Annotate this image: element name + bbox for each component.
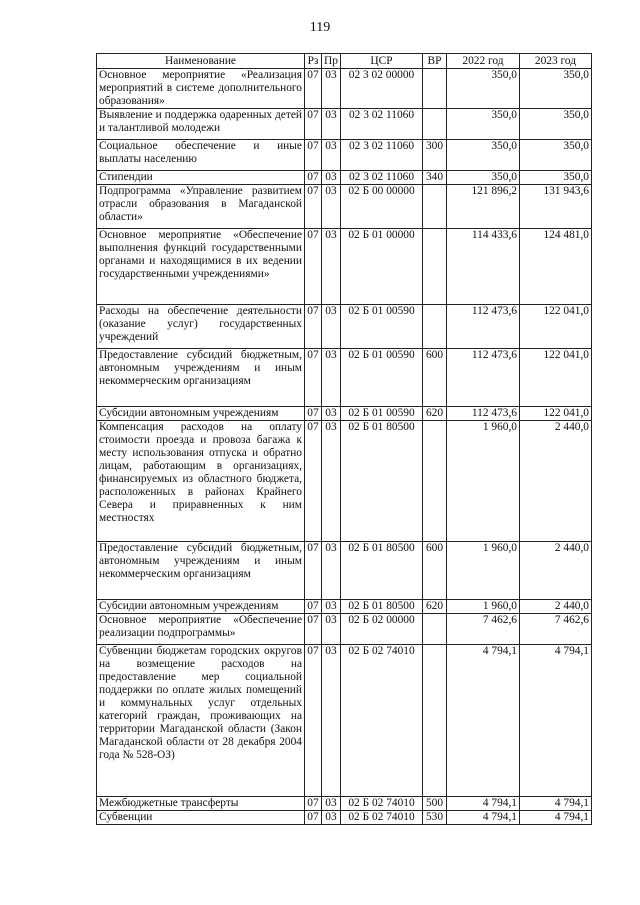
row-2022: 350,0 <box>447 171 520 185</box>
row-rz: 07 <box>305 349 322 407</box>
row-name: Основное мероприятие «Реализация мероприятий в системе дополнительного образования» <box>97 69 305 109</box>
row-name: Субвенции бюджетам городских округов на возмещение расходов на предоставление мер социальной поддержки по оплате жилых помещений и коммунальных услуг отдельных категорий граждан, проживающих на территории Магаданской области (Закон Магаданской области от 28 декабря 2004 года № 528-ОЗ) <box>97 645 305 797</box>
row-name: Основное мероприятие «Обеспечение реализации подпрограммы» <box>97 614 305 645</box>
row-vr <box>423 421 447 542</box>
row-2022: 1 960,0 <box>447 421 520 542</box>
row-rz: 07 <box>305 69 322 109</box>
row-2023: 122 041,0 <box>520 305 592 349</box>
row-2022: 7 462,6 <box>447 614 520 645</box>
table-row <box>97 811 592 825</box>
row-pr: 03 <box>322 811 341 825</box>
row-name: Межбюджетные трансферты <box>97 797 305 811</box>
row-csr: 02 Б 02 74010 <box>341 811 423 825</box>
row-csr: 02 3 02 11060 <box>341 171 423 185</box>
row-name: Субвенции <box>97 811 305 825</box>
row-2023: 2 440,0 <box>520 421 592 542</box>
row-pr: 03 <box>322 645 341 797</box>
row-2023: 350,0 <box>520 140 592 171</box>
row-vr: 300 <box>423 140 447 171</box>
row-2022: 4 794,1 <box>447 811 520 825</box>
row-rz: 07 <box>305 811 322 825</box>
row-csr: 02 3 02 00000 <box>341 69 423 109</box>
table-row <box>97 185 592 229</box>
row-csr: 02 Б 01 00000 <box>341 229 423 305</box>
row-csr: 02 Б 01 00590 <box>341 349 423 407</box>
row-vr <box>423 305 447 349</box>
budget-table <box>96 53 592 825</box>
row-rz: 07 <box>305 421 322 542</box>
row-2023: 4 794,1 <box>520 645 592 797</box>
row-rz: 07 <box>305 600 322 614</box>
row-2022: 112 473,6 <box>447 407 520 421</box>
table-row <box>97 109 592 140</box>
row-vr <box>423 109 447 140</box>
row-2022: 350,0 <box>447 69 520 109</box>
row-2023: 122 041,0 <box>520 349 592 407</box>
row-name: Основное мероприятие «Обеспечение выполнения функций государственными органами и находящимися в их ведении государственными учреждениями» <box>97 229 305 305</box>
row-vr: 600 <box>423 349 447 407</box>
row-rz: 07 <box>305 407 322 421</box>
row-2022: 114 433,6 <box>447 229 520 305</box>
table-row <box>97 171 592 185</box>
row-csr: 02 Б 01 80500 <box>341 421 423 542</box>
row-2022: 4 794,1 <box>447 797 520 811</box>
col-header-rz: Рз <box>305 54 322 69</box>
row-2023: 2 440,0 <box>520 542 592 600</box>
row-rz: 07 <box>305 229 322 305</box>
row-pr: 03 <box>322 600 341 614</box>
row-rz: 07 <box>305 797 322 811</box>
row-pr: 03 <box>322 407 341 421</box>
table-row <box>97 229 592 305</box>
table-row <box>97 69 592 109</box>
row-rz: 07 <box>305 109 322 140</box>
row-vr: 530 <box>423 811 447 825</box>
row-pr: 03 <box>322 349 341 407</box>
row-rz: 07 <box>305 140 322 171</box>
col-header-name: Наименование <box>97 54 305 69</box>
row-2023: 4 794,1 <box>520 811 592 825</box>
row-rz: 07 <box>305 614 322 645</box>
row-pr: 03 <box>322 542 341 600</box>
row-2023: 350,0 <box>520 109 592 140</box>
col-header-vr: ВР <box>423 54 447 69</box>
row-name: Подпрограмма «Управление развитием отрасли образования в Магаданской области» <box>97 185 305 229</box>
row-2022: 350,0 <box>447 109 520 140</box>
table-row <box>97 542 592 600</box>
row-csr: 02 Б 01 00590 <box>341 407 423 421</box>
table-row <box>97 305 592 349</box>
row-rz: 07 <box>305 305 322 349</box>
row-rz: 07 <box>305 171 322 185</box>
col-header-pr: Пр <box>322 54 341 69</box>
row-vr: 340 <box>423 171 447 185</box>
table-row <box>97 600 592 614</box>
row-2023: 122 041,0 <box>520 407 592 421</box>
table-row <box>97 797 592 811</box>
col-header-csr: ЦСР <box>341 54 423 69</box>
table-row <box>97 349 592 407</box>
row-2022: 4 794,1 <box>447 645 520 797</box>
table-row <box>97 407 592 421</box>
table-row <box>97 421 592 542</box>
row-name: Расходы на обеспечение деятельности (оказание услуг) государственных учреждений <box>97 305 305 349</box>
row-2022: 1 960,0 <box>447 600 520 614</box>
row-pr: 03 <box>322 305 341 349</box>
row-csr: 02 Б 00 00000 <box>341 185 423 229</box>
row-2023: 350,0 <box>520 171 592 185</box>
row-csr: 02 Б 01 00590 <box>341 305 423 349</box>
col-header-2023: 2023 год <box>520 54 592 69</box>
row-2023: 7 462,6 <box>520 614 592 645</box>
row-vr <box>423 185 447 229</box>
row-2022: 350,0 <box>447 140 520 171</box>
row-name: Стипендии <box>97 171 305 185</box>
row-vr <box>423 645 447 797</box>
row-vr <box>423 69 447 109</box>
row-rz: 07 <box>305 542 322 600</box>
row-vr: 620 <box>423 600 447 614</box>
row-pr: 03 <box>322 421 341 542</box>
row-csr: 02 3 02 11060 <box>341 109 423 140</box>
row-pr: 03 <box>322 109 341 140</box>
row-name: Выявление и поддержка одаренных детей и талантливой молодежи <box>97 109 305 140</box>
row-csr: 02 Б 01 80500 <box>341 600 423 614</box>
col-header-2022: 2022 год <box>447 54 520 69</box>
row-rz: 07 <box>305 645 322 797</box>
row-2023: 350,0 <box>520 69 592 109</box>
row-csr: 02 3 02 11060 <box>341 140 423 171</box>
table-row <box>97 645 592 797</box>
row-pr: 03 <box>322 797 341 811</box>
row-pr: 03 <box>322 185 341 229</box>
row-vr: 620 <box>423 407 447 421</box>
row-2023: 131 943,6 <box>520 185 592 229</box>
table-header-row <box>97 54 592 69</box>
row-vr: 500 <box>423 797 447 811</box>
row-csr: 02 Б 01 80500 <box>341 542 423 600</box>
row-pr: 03 <box>322 69 341 109</box>
row-2022: 112 473,6 <box>447 349 520 407</box>
row-2022: 121 896,2 <box>447 185 520 229</box>
table-row <box>97 614 592 645</box>
page-number: 119 <box>309 20 331 35</box>
row-pr: 03 <box>322 171 341 185</box>
row-csr: 02 Б 02 00000 <box>341 614 423 645</box>
row-csr: 02 Б 02 74010 <box>341 645 423 797</box>
row-csr: 02 Б 02 74010 <box>341 797 423 811</box>
row-pr: 03 <box>322 140 341 171</box>
row-2023: 124 481,0 <box>520 229 592 305</box>
row-vr: 600 <box>423 542 447 600</box>
table-row <box>97 140 592 171</box>
row-2022: 112 473,6 <box>447 305 520 349</box>
row-name: Предоставление субсидий бюджетным, автономным учреждениям и иным некоммерческим организациям <box>97 542 305 600</box>
row-vr <box>423 614 447 645</box>
row-vr <box>423 229 447 305</box>
row-2022: 1 960,0 <box>447 542 520 600</box>
row-pr: 03 <box>322 614 341 645</box>
row-2023: 2 440,0 <box>520 600 592 614</box>
row-name: Субсидии автономным учреждениям <box>97 407 305 421</box>
row-name: Социальное обеспечение и иные выплаты населению <box>97 140 305 171</box>
row-name: Субсидии автономным учреждениям <box>97 600 305 614</box>
row-name: Компенсация расходов на оплату стоимости проезда и провоза багажа к месту использования отпуска и обратно лицам, работающим в организациях, финансируемых из областного бюджета, расположенных в районах Крайнего Севера и приравненных к ним местностях <box>97 421 305 542</box>
row-2023: 4 794,1 <box>520 797 592 811</box>
row-rz: 07 <box>305 185 322 229</box>
row-name: Предоставление субсидий бюджетным, автономным учреждениям и иным некоммерческим организациям <box>97 349 305 407</box>
row-pr: 03 <box>322 229 341 305</box>
